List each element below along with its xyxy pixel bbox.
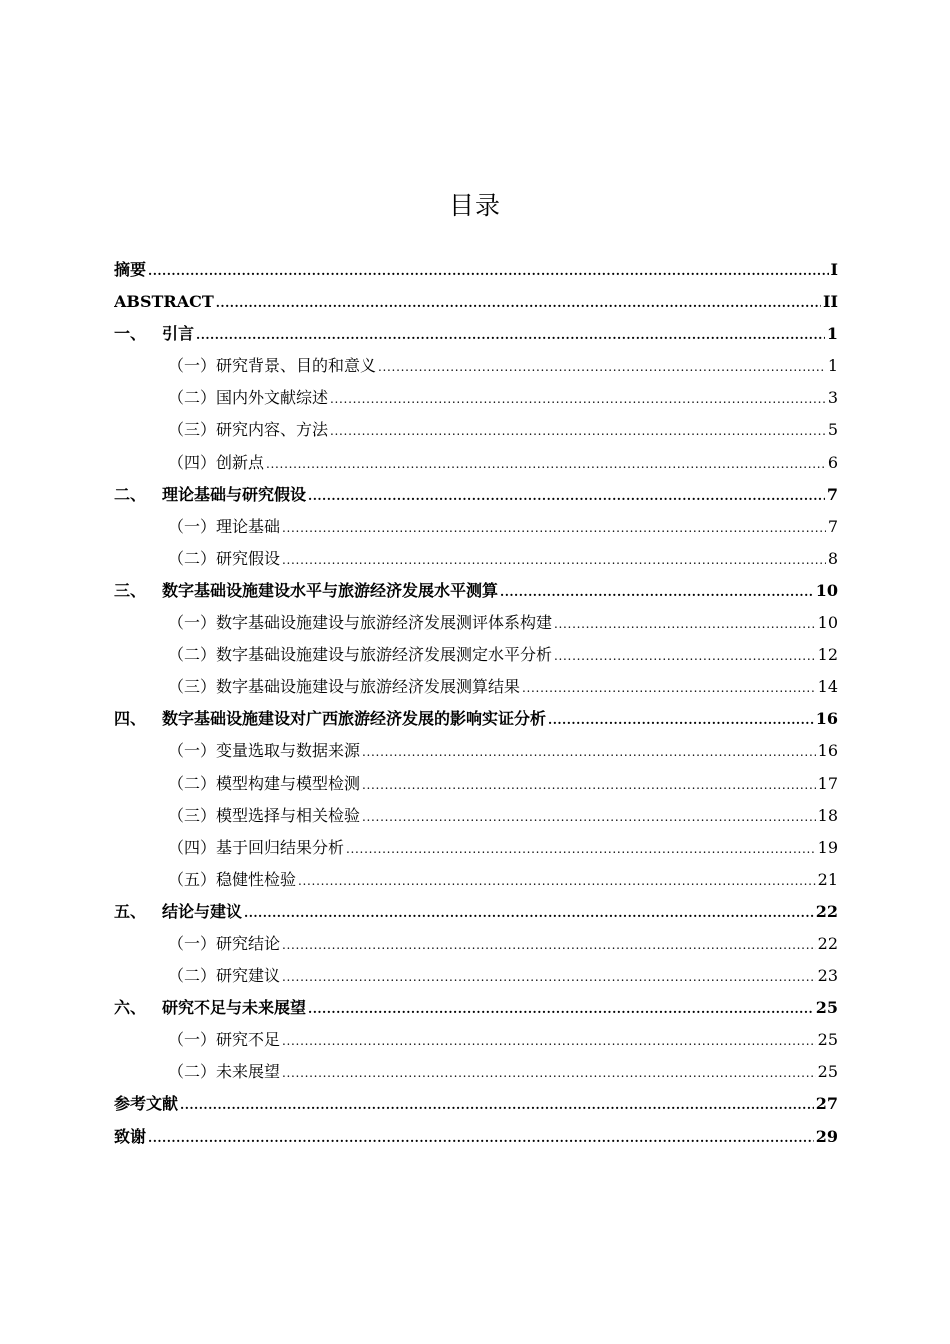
toc-leader-dots	[346, 833, 816, 864]
toc-leader-dots	[282, 961, 816, 992]
toc-entry[interactable]	[114, 1088, 838, 1120]
toc-entry[interactable]	[114, 735, 838, 767]
toc-entry[interactable]	[114, 864, 838, 896]
toc-entry-page: 25	[815, 998, 838, 1018]
toc-entry-number: 六、	[114, 998, 147, 1018]
toc-entry-page: 16	[817, 741, 838, 761]
toc-entry-number: 一、	[114, 324, 147, 344]
toc-entry[interactable]	[114, 1056, 838, 1088]
toc-entry-page: 5	[827, 420, 838, 440]
toc-entry-page: 16	[815, 709, 838, 729]
toc-entry-title: 研究不足与未来展望	[162, 998, 307, 1018]
toc-entry-title: 理论基础与研究假设	[162, 484, 307, 504]
toc-entry-title: （二）国内外文献综述	[168, 388, 329, 408]
toc-entry[interactable]	[114, 350, 838, 382]
toc-entry[interactable]	[114, 992, 838, 1024]
toc-entry-title: （二）未来展望	[168, 1062, 281, 1082]
toc-entry-page: II	[823, 292, 838, 312]
toc-entry-title: （五）稳健性检验	[168, 869, 297, 889]
toc-entry-title: ABSTRACT	[114, 292, 214, 312]
toc-leader-dots	[282, 1057, 816, 1088]
toc-entry-title: （一）研究背景、目的和意义	[168, 356, 377, 376]
toc-entry-title: 摘要	[114, 260, 147, 279]
toc-entry-title: 数字基础设施建设对广西旅游经济发展的影响实证分析	[162, 709, 547, 729]
toc-leader-dots	[196, 319, 825, 350]
toc-leader-dots	[500, 576, 814, 607]
toc-entry-page: 10	[815, 580, 838, 600]
toc-entry-number: 五、	[114, 901, 147, 921]
toc-leader-dots	[378, 351, 826, 382]
toc-entry-page: 18	[817, 805, 838, 825]
toc-leader-dots	[362, 769, 816, 800]
toc-entry-number: 三、	[114, 580, 147, 600]
toc-entry[interactable]	[114, 286, 838, 318]
toc-entry-page: 23	[817, 966, 838, 986]
toc-entry[interactable]	[114, 896, 838, 928]
toc-leader-dots	[216, 287, 821, 318]
toc-entry-page: 6	[827, 452, 838, 472]
toc-entry-title: 结论与建议	[162, 901, 243, 921]
toc-leader-dots	[148, 255, 829, 286]
toc-leader-dots	[244, 897, 814, 928]
toc-entry-page: 1	[827, 356, 838, 376]
toc-leader-dots	[522, 672, 816, 703]
toc-leader-dots	[330, 415, 826, 446]
toc-entry-page: 10	[817, 613, 838, 633]
toc-entry-page: 8	[827, 548, 838, 568]
toc-entry[interactable]	[114, 960, 838, 992]
toc-entry-page: 17	[817, 773, 838, 793]
toc-leader-dots	[330, 383, 826, 414]
toc-entry[interactable]	[114, 832, 838, 864]
toc-entry-title: （二）数字基础设施建设与旅游经济发展测定水平分析	[168, 645, 553, 665]
toc-entry-title: （四）创新点	[168, 452, 265, 472]
toc-entry-title: 参考文献	[114, 1094, 179, 1114]
toc-entry-page: 19	[817, 837, 838, 857]
toc-entry-title: 数字基础设施建设水平与旅游经济发展水平测算	[162, 580, 499, 600]
toc-entry-title: （二）模型构建与模型检测	[168, 773, 361, 793]
toc-entry-page: 22	[815, 901, 838, 921]
toc-entry-page: I	[830, 260, 838, 279]
toc-entry[interactable]	[114, 800, 838, 832]
toc-leader-dots	[308, 993, 814, 1024]
toc-entry[interactable]	[114, 1121, 838, 1153]
toc-entry-title: （三）研究内容、方法	[168, 420, 329, 440]
toc-entry[interactable]	[114, 479, 838, 511]
toc-entry-number: 二、	[114, 484, 147, 504]
toc-entry[interactable]	[114, 318, 838, 350]
toc-entry-page: 7	[826, 484, 838, 504]
page-title: 目录	[448, 191, 501, 220]
toc-entry-page: 29	[815, 1126, 838, 1146]
toc-entry[interactable]	[114, 543, 838, 575]
toc-entry[interactable]	[114, 511, 838, 543]
toc-entry-page: 25	[817, 1030, 838, 1050]
toc-entry-page: 22	[817, 933, 838, 953]
toc-leader-dots	[548, 704, 814, 735]
toc-entry-page: 1	[826, 324, 838, 344]
toc-entry-page: 27	[815, 1094, 838, 1114]
toc-leader-dots	[308, 480, 825, 511]
toc-entry-title: （三）数字基础设施建设与旅游经济发展测算结果	[168, 677, 521, 697]
toc-entry-page: 25	[817, 1062, 838, 1082]
toc-entry-page: 12	[817, 645, 838, 665]
toc-entry-title: （三）模型选择与相关检验	[168, 805, 361, 825]
toc-leader-dots	[298, 865, 816, 896]
toc-leader-dots	[282, 929, 816, 960]
toc-leader-dots	[554, 608, 816, 639]
toc-entry[interactable]	[114, 1024, 838, 1056]
toc-entry-page: 7	[827, 516, 838, 536]
toc-leader-dots	[554, 640, 816, 671]
toc-leader-dots	[180, 1089, 814, 1120]
table-of-contents	[114, 254, 838, 1153]
toc-entry[interactable]	[114, 671, 838, 703]
toc-leader-dots	[362, 801, 816, 832]
toc-entry-title: 引言	[162, 324, 195, 344]
toc-leader-dots	[282, 1025, 816, 1056]
toc-entry-page: 3	[827, 388, 838, 408]
toc-leader-dots	[282, 512, 826, 543]
toc-entry-title: （一）理论基础	[168, 516, 281, 536]
toc-entry[interactable]	[114, 703, 838, 735]
toc-leader-dots	[266, 448, 826, 479]
toc-entry-title: （二）研究建议	[168, 966, 281, 986]
toc-entry[interactable]	[114, 254, 838, 286]
toc-entry[interactable]	[114, 928, 838, 960]
toc-leader-dots	[282, 544, 826, 575]
toc-entry-title: （一）研究结论	[168, 933, 281, 953]
toc-entry[interactable]	[114, 382, 838, 414]
toc-entry[interactable]	[114, 447, 838, 479]
toc-entry[interactable]	[114, 607, 838, 639]
toc-leader-dots	[148, 1122, 814, 1153]
toc-entry-title: （四）基于回归结果分析	[168, 837, 345, 857]
toc-entry-title: （一）数字基础设施建设与旅游经济发展测评体系构建	[168, 613, 553, 633]
toc-entry-title: 致谢	[114, 1126, 147, 1146]
toc-entry[interactable]	[114, 575, 838, 607]
toc-entry[interactable]	[114, 414, 838, 446]
toc-leader-dots	[362, 736, 816, 767]
toc-entry-number: 四、	[114, 709, 147, 729]
toc-entry[interactable]	[114, 639, 838, 671]
toc-entry[interactable]	[114, 768, 838, 800]
toc-entry-page: 14	[817, 677, 838, 697]
toc-entry-title: （一）研究不足	[168, 1030, 281, 1050]
toc-entry-title: （一）变量选取与数据来源	[168, 741, 361, 761]
toc-entry-page: 21	[817, 869, 838, 889]
toc-entry-title: （二）研究假设	[168, 548, 281, 568]
